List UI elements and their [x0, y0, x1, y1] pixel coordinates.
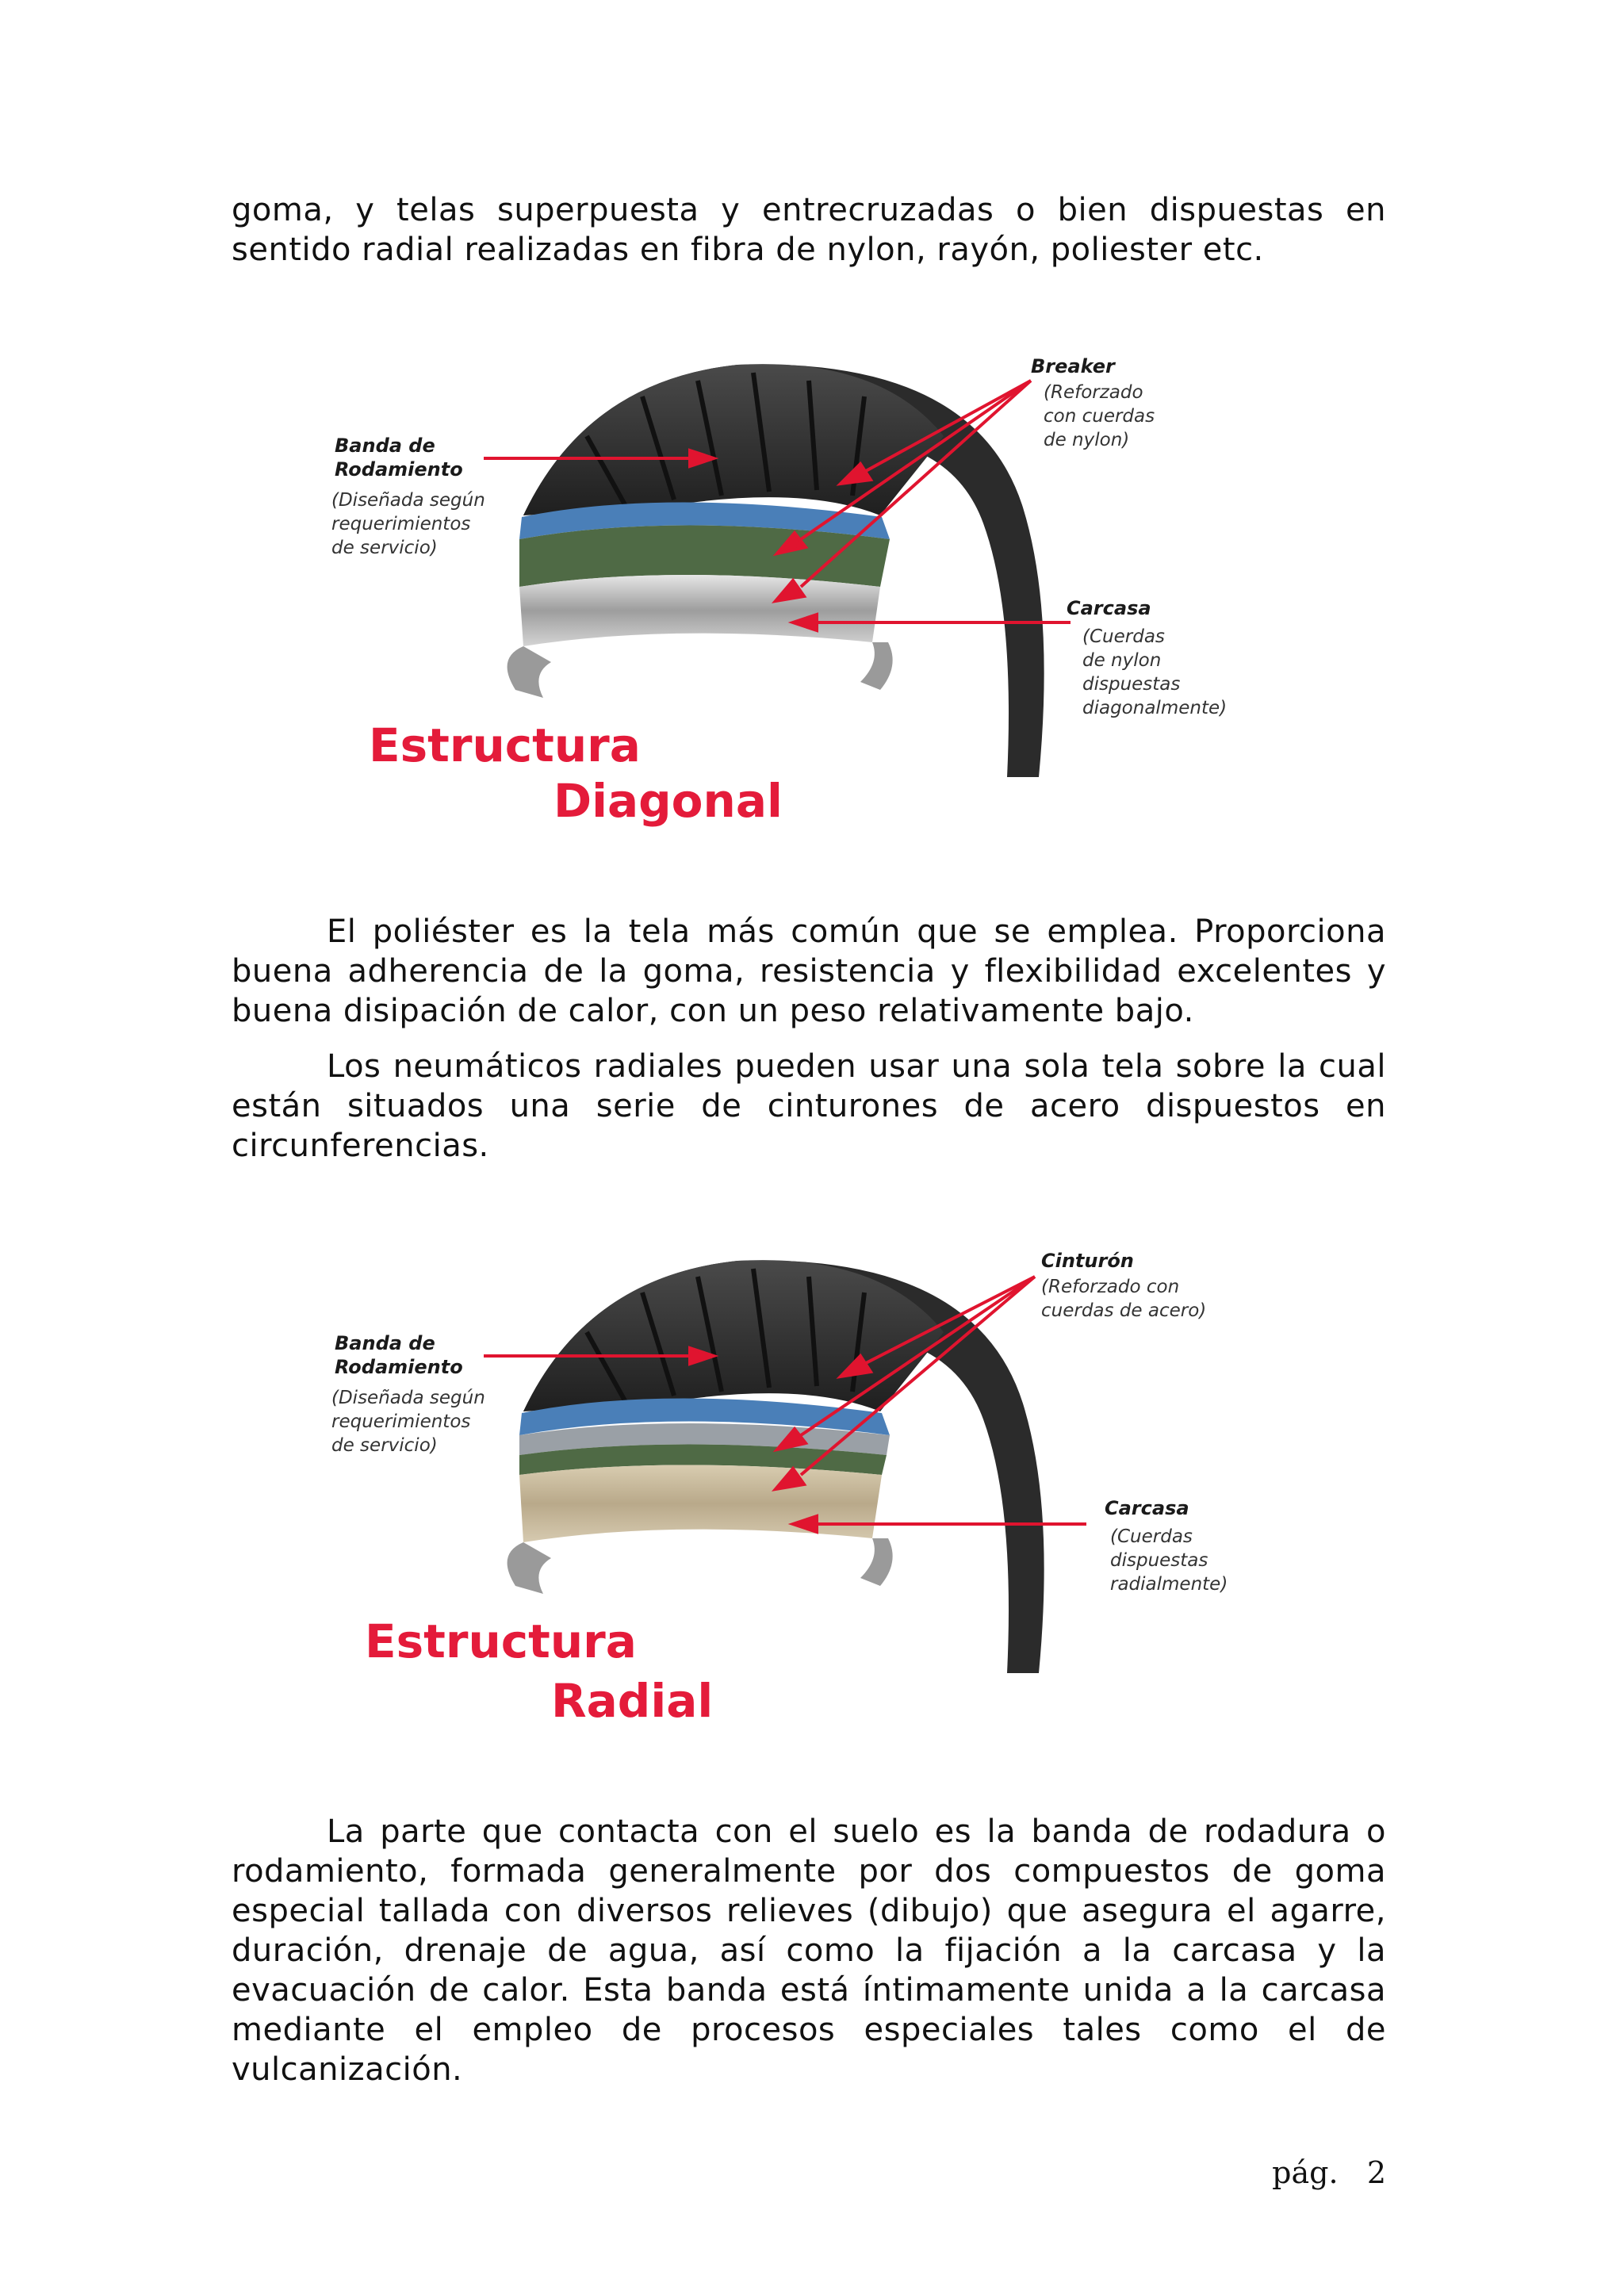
label-carcass-sub-2: de nylon: [1082, 650, 1162, 671]
label-tread-sub-1: (Diseñada según: [331, 1388, 485, 1408]
figure-title-line-1: Estructura: [369, 718, 641, 772]
label-carcass-sub-3: dispuestas: [1082, 674, 1181, 695]
tire-diagonal-diagram: [325, 349, 1277, 856]
label-carcass-title: Carcasa: [1067, 597, 1151, 619]
label-belt-title: Cinturón: [1041, 1250, 1134, 1272]
page-label: pág.: [1272, 2155, 1339, 2190]
label-tread-title-2: Rodamiento: [335, 1356, 463, 1378]
label-belt-sub-2: cuerdas de acero): [1041, 1300, 1207, 1321]
carcass-layer: [519, 575, 880, 646]
label-carcass-sub-1: (Cuerdas: [1082, 626, 1165, 647]
label-tread-sub-2: requerimientos: [331, 1411, 471, 1432]
bead-right: [860, 642, 893, 690]
label-carcass-sub-2: dispuestas: [1110, 1550, 1208, 1571]
bead-right: [860, 1538, 893, 1586]
bead-left: [508, 646, 551, 698]
figure-title-line-2: Radial: [551, 1674, 714, 1728]
label-carcass-sub-3: radialmente): [1110, 1574, 1228, 1595]
paragraph-3: Los neumáticos radiales pueden usar una sola tela sobre la cual están situados una serie de cinturones de acero dispuestos en circunferencias.: [232, 1048, 1386, 1164]
label-breaker-sub-3: de nylon): [1044, 430, 1130, 450]
figure-radial-structure: [325, 1245, 1277, 1752]
page-number-value: 2: [1366, 2155, 1386, 2190]
label-belt-sub-1: (Reforzado con: [1041, 1277, 1180, 1297]
label-tread-sub-2: requerimientos: [331, 514, 471, 534]
label-tread-title-1: Banda de: [335, 1332, 435, 1354]
label-breaker-title: Breaker: [1031, 355, 1115, 377]
carcass-layer: [519, 1465, 882, 1543]
label-breaker-sub-2: con cuerdas: [1044, 406, 1155, 427]
figure-diagonal-structure: [325, 349, 1277, 856]
label-carcass-sub-1: (Cuerdas: [1110, 1526, 1193, 1547]
paragraph-4: La parte que contacta con el suelo es la banda de rodadura o rodamiento, formada generalmente por dos compuestos de goma especial tallada con diversos relieves (dibujo) que asegura el agarre, duración, drenaje de agua, así como la fijación a la carcasa y la evacuación de calor. Esta banda está íntimamente unida a la carcasa mediante el empleo de procesos especiales tales como el de vulcanización.: [232, 1813, 1386, 2088]
figure-title-line-1: Estructura: [365, 1614, 637, 1668]
label-tread-title-1: Banda de: [335, 435, 435, 457]
paragraph-2: El poliéster es la tela más común que se emplea. Proporciona buena adherencia de la goma, resistencia y flexibilidad excelentes y buena disipación de calor, con un peso relativamente bajo.: [232, 913, 1386, 1029]
label-tread-sub-3: de servicio): [331, 538, 438, 558]
label-tread-sub-1: (Diseñada según: [331, 490, 485, 511]
label-breaker-sub-1: (Reforzado: [1044, 382, 1143, 403]
bead-left: [508, 1542, 551, 1594]
label-tread-title-2: Rodamiento: [335, 458, 463, 481]
label-carcass-sub-4: diagonalmente): [1082, 698, 1228, 718]
page-number: [1272, 2155, 1386, 2190]
label-carcass-title: Carcasa: [1105, 1497, 1189, 1519]
tire-radial-diagram: [325, 1245, 1277, 1752]
label-tread-sub-3: de servicio): [331, 1435, 438, 1456]
paragraph-1: goma, y telas superpuesta y entrecruzadas o bien dispuestas en sentido radial realizadas en fibra de nylon, rayón, poliester etc.: [232, 192, 1386, 268]
figure-title-line-2: Diagonal: [553, 774, 783, 828]
